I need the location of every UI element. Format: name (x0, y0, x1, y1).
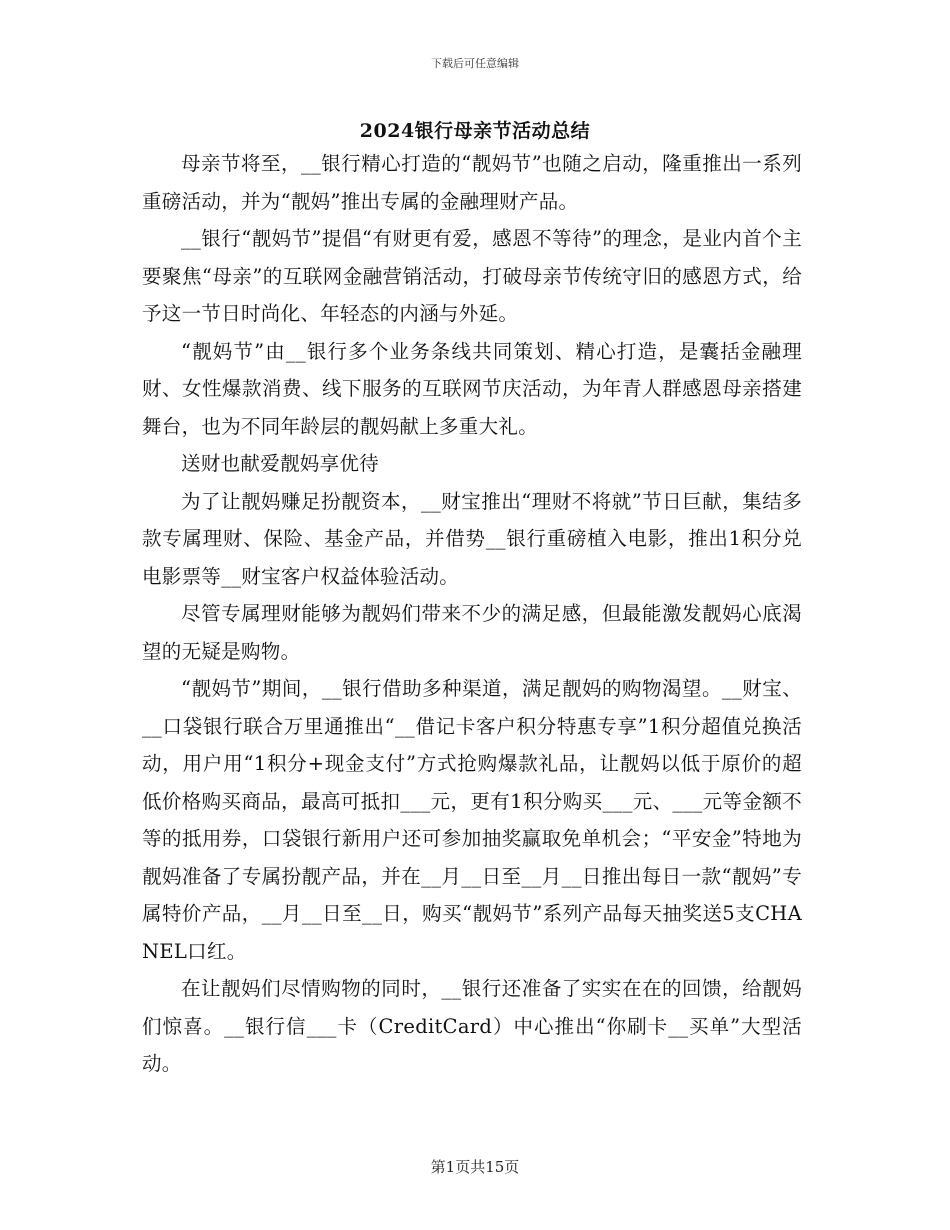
paragraph-wealth: 为了让靓妈赚足扮靓资本，__财宝推出“理财不将就”节日巨献，集结多款专属理财、保险、基金产品，并借势__银行重磅植入电影，推出1积分兑电影票等__财宝客户权益体验活动。 (142, 489, 802, 588)
header-note: 下载后可任意编辑 (431, 57, 519, 70)
document-body (142, 145, 802, 1083)
paragraph-credit-card: 在让靓妈们尽情购物的同时，__银行还准备了实实在在的回馈，给靓妈们惊喜。__银行信___卡（CreditCard）中心推出“你刷卡__买单”大型活动。 (142, 977, 802, 1075)
paragraph-shopping-channels: “靓妈节”期间，__银行借助多种渠道，满足靓妈的购物渴望。__财宝、__口袋银行联合万里通推出“__借记卡客户积分特惠专享”1积分超值兑换活动，用户用“1积分+现金支付”方式抢购爆款礼品，让靓妈以低于原价的超低价格购买商品，最高可抵扣___元，更有1积分购买___元、___元等金额不等的抵用券，口袋银行新用户还可参加抽奖赢取免单机会；“平安金”特地为靓妈准备了专属扮靓产品，并在__月__日至__月__日推出每日一款“靓妈”专属特价产品，__月__日至__日，购买“靓妈节”系列产品每天抽奖送5支CHANEL口红。 (142, 677, 802, 963)
document-title: 2024银行母亲节活动总结 (359, 120, 591, 142)
paragraph-shopping-desire: 尽管专属理财能够为靓妈们带来不少的满足感，但最能激发靓妈心底渴望的无疑是购物。 (142, 602, 802, 663)
section-heading: 送财也献爱靓妈享优待 (181, 452, 380, 475)
paragraph-concept: __银行“靓妈节”提倡“有财更有爱，感恩不等待”的理念，是业内首个主要聚焦“母亲”的互联网金融营销活动，打破母亲节传统守旧的感恩方式，给予这一节日时尚化、年轻态的内涵与外延。 (142, 227, 802, 325)
paragraph-planning: “靓妈节”由__银行多个业务条线共同策划、精心打造，是囊括金融理财、女性爆款消费、线下服务的互联网节庆活动，为年青人群感恩母亲搭建舞台，也为不同年龄层的靓妈献上多重大礼。 (142, 339, 802, 438)
paragraph-intro: 母亲节将至，__银行精心打造的“靓妈节”也随之启动，隆重推出一系列重磅活动，并为“靓妈”推出专属的金融理财产品。 (142, 152, 802, 213)
page-number: 第1页共15页 (430, 1158, 520, 1176)
